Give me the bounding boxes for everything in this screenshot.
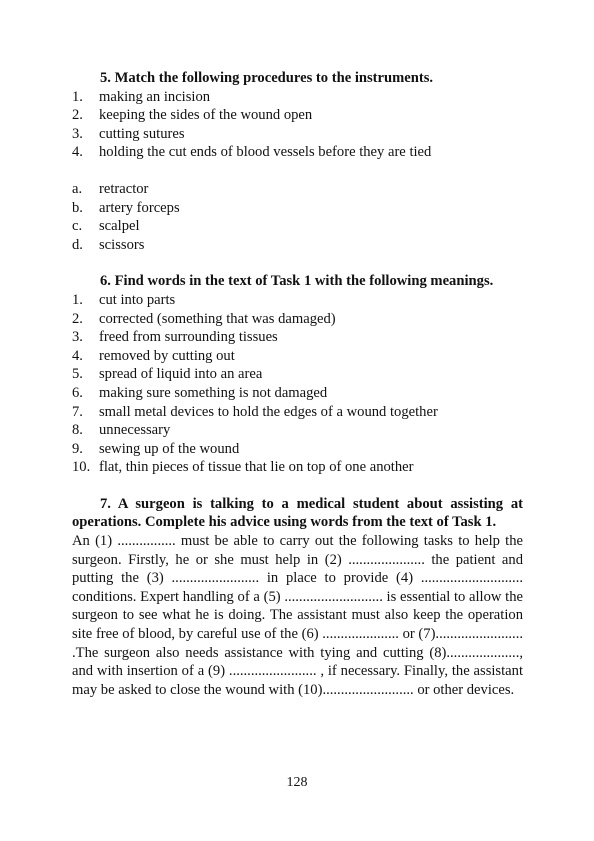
item-text: flat, thin pieces of tissue that lie on top of one another: [99, 459, 414, 476]
task7-heading: 7. A surgeon is talking to a medical student about assisting at operations. Complete his advice using words from the text of Task 1.: [72, 495, 523, 531]
instrument-item: [72, 199, 523, 218]
meaning-item: [72, 291, 523, 310]
item-text: scissors: [99, 236, 145, 253]
procedure-item: [72, 125, 523, 144]
spacer: [72, 162, 523, 180]
item-text: artery forceps: [99, 199, 180, 216]
spacer: [72, 254, 523, 272]
item-number: c.: [72, 218, 83, 235]
page-content: [72, 69, 523, 699]
item-number: 2.: [72, 310, 83, 327]
task6-heading: 6. Find words in the text of Task 1 with the following meanings.: [100, 273, 494, 290]
item-number: 3.: [72, 329, 83, 346]
page-number: 128: [286, 775, 308, 790]
item-number: 4.: [72, 347, 83, 364]
task7-paragraph: An (1) ................ must be able to carry out the following tasks to help the surgeon. Firstly, he or she must help in (2) ..................... the patient and putting the (3) ........................ in place to provide (4) ............................ conditions. Expert handling of a (5) ........................... is essential to allow the surgeon to see what he is doing. The assistant must also keep the operation site free of blood, by careful use of the (6) ..................... or (7)........................ .The surgeon also needs assistance with tying and cutting (8)...................., and with insertion of a (9) ........................ , if necessary. Finally, the assistant may be asked to close the wound with (10)......................... or other devices.: [72, 533, 523, 698]
procedure-item: [72, 143, 523, 162]
instrument-item: [72, 180, 523, 199]
item-number: 1.: [72, 291, 83, 308]
item-number: 3.: [72, 125, 83, 142]
item-number: 1.: [72, 88, 83, 105]
item-number: 9.: [72, 440, 83, 457]
spacer: [72, 477, 523, 495]
item-text: retractor: [99, 180, 149, 197]
meaning-item: [72, 384, 523, 403]
procedure-item: [72, 88, 523, 107]
meaning-item: [72, 458, 523, 477]
procedures-list: [72, 88, 523, 162]
item-text: small metal devices to hold the edges of a wound together: [99, 403, 438, 420]
item-number: 8.: [72, 422, 83, 439]
meaning-item: [72, 403, 523, 422]
meanings-list: [72, 291, 523, 477]
meaning-item: [72, 328, 523, 347]
item-text: corrected (something that was damaged): [99, 310, 336, 327]
item-number: 5.: [72, 366, 83, 383]
meaning-item: [72, 440, 523, 459]
item-number: 2.: [72, 107, 83, 124]
item-text: spread of liquid into an area: [99, 366, 263, 383]
item-number: a.: [72, 180, 83, 197]
procedure-item: [72, 106, 523, 125]
instruments-list: [72, 180, 523, 254]
item-number: 7.: [72, 403, 83, 420]
item-text: keeping the sides of the wound open: [99, 107, 313, 124]
item-text: removed by cutting out: [99, 347, 235, 364]
meaning-item: [72, 347, 523, 366]
item-text: freed from surrounding tissues: [99, 329, 278, 346]
item-text: sewing up of the wound: [99, 440, 240, 457]
item-text: unnecessary: [99, 422, 171, 439]
item-text: cutting sutures: [99, 125, 185, 142]
item-text: holding the cut ends of blood vessels before they are tied: [99, 144, 432, 161]
instrument-item: [72, 236, 523, 255]
meaning-item: [72, 421, 523, 440]
item-number: 6.: [72, 384, 83, 401]
item-text: cut into parts: [99, 291, 176, 308]
item-number: 10.: [72, 459, 91, 476]
item-number: b.: [72, 199, 83, 216]
item-number: d.: [72, 236, 83, 253]
meaning-item: [72, 365, 523, 384]
item-text: making an incision: [99, 88, 211, 105]
item-number: 4.: [72, 144, 83, 161]
item-text: scalpel: [99, 218, 140, 235]
item-text: making sure something is not damaged: [99, 384, 328, 401]
task5-heading: 5. Match the following procedures to the instruments.: [100, 70, 434, 86]
meaning-item: [72, 310, 523, 329]
instrument-item: [72, 217, 523, 236]
